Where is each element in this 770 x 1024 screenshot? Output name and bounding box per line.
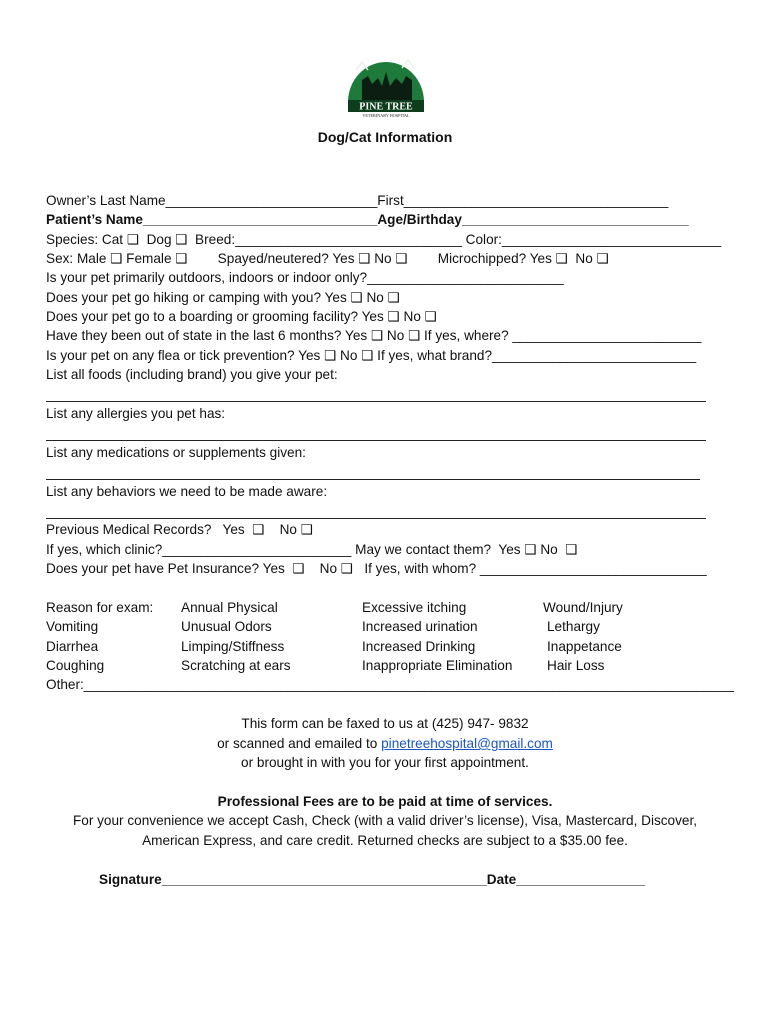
logo-subtext: VETERINARY HOSPITAL xyxy=(362,113,410,118)
reason-hair-loss[interactable]: Hair Loss xyxy=(547,658,605,673)
reason-limping[interactable]: Limping/Stiffness xyxy=(181,639,285,654)
reason-increased-urination[interactable]: Increased urination xyxy=(362,619,478,634)
allergies-blank-line[interactable] xyxy=(46,440,706,441)
foods-label: List all foods (including brand) you give your pet: xyxy=(46,367,338,382)
reason-coughing[interactable]: Coughing xyxy=(46,658,105,673)
reason-unusual-odors[interactable]: Unusual Odors xyxy=(181,619,272,634)
reason-increased-drinking[interactable]: Increased Drinking xyxy=(362,639,476,654)
pine-tree-logo xyxy=(342,50,430,118)
fees-line-1: For your convenience we accept Cash, Check (with a valid driver’s license), Visa, Mastercard, Discover, xyxy=(72,813,698,828)
behaviors-label: List any behaviors we need to be made aware: xyxy=(46,484,328,499)
email-prefix: or scanned and emailed to xyxy=(217,736,382,751)
reason-label: Reason for exam: xyxy=(46,600,154,615)
form-title: Dog/Cat Information xyxy=(317,129,453,145)
reason-annual-physical[interactable]: Annual Physical xyxy=(181,600,278,615)
foods-blank-line[interactable] xyxy=(46,401,706,402)
owner-last-name-line[interactable]: Owner’s Last Name____________________________First___________________________________ xyxy=(46,193,669,208)
brought-text: or brought in with you for your first appointment. xyxy=(241,755,529,770)
patient-name-line[interactable]: Patient’s Name_______________________________Age/Birthday______________________________ xyxy=(46,212,689,227)
allergies-label: List any allergies you pet has: xyxy=(46,406,226,421)
logo-text: PINE TREE xyxy=(359,101,413,113)
boarding-line[interactable]: Does your pet go to a boarding or grooming facility? Yes ❑ No ❑ xyxy=(46,309,437,324)
insurance-line[interactable]: Does your pet have Pet Insurance? Yes ❑ No ❑ If yes, with whom? ______________________________ xyxy=(46,561,707,576)
reason-inappetance[interactable]: Inappetance xyxy=(547,639,622,654)
out-of-state-line[interactable]: Have they been out of state in the last 6 months? Yes ❑ No ❑ If yes, where? _________________________ xyxy=(46,328,702,343)
sex-line[interactable]: Sex: Male ❑ Female ❑ Spayed/neutered? Yes ❑ No ❑ Microchipped? Yes ❑ No ❑ xyxy=(46,251,609,266)
medical-records-line[interactable]: Previous Medical Records? Yes ❑ No ❑ xyxy=(46,522,313,537)
medications-blank-line[interactable] xyxy=(46,479,700,480)
medications-label: List any medications or supplements given: xyxy=(46,445,306,460)
fax-text: This form can be faxed to us at (425) 947- 9832 xyxy=(241,716,529,731)
outdoors-line[interactable]: Is your pet primarily outdoors, indoors or indoor only?__________________________ xyxy=(46,270,564,285)
reason-excessive-itching[interactable]: Excessive itching xyxy=(362,600,467,615)
reason-diarrhea[interactable]: Diarrhea xyxy=(46,639,99,654)
species-line[interactable]: Species: Cat ❑ Dog ❑ Breed:______________________________ Color:_____________________________ xyxy=(46,232,722,247)
email-text xyxy=(0,735,770,753)
clinic-line[interactable]: If yes, which clinic?_________________________ May we contact them? Yes ❑ No ❑ xyxy=(46,542,578,557)
flea-prevention-line[interactable]: Is your pet on any flea or tick prevention? Yes ❑ No ❑ If yes, what brand?___________________________ xyxy=(46,348,697,363)
signature-line[interactable]: Signature___________________________________________Date_________________ xyxy=(99,872,645,887)
email-link[interactable]: pinetreehospital@gmail.com xyxy=(381,736,553,751)
fees-heading: Professional Fees are to be paid at time of services. xyxy=(217,794,553,809)
reason-vomiting[interactable]: Vomiting xyxy=(46,619,99,634)
other-line[interactable]: Other:______________________________________________________________________________________ xyxy=(46,677,734,692)
fees-line-2: American Express, and care credit. Returned checks are subject to a $35.00 fee. xyxy=(142,833,628,848)
reason-inappropriate-elimination[interactable]: Inappropriate Elimination xyxy=(362,658,513,673)
behaviors-blank-line[interactable] xyxy=(46,518,706,519)
reason-wound-injury[interactable]: Wound/Injury xyxy=(543,600,623,615)
hiking-line[interactable]: Does your pet go hiking or camping with you? Yes ❑ No ❑ xyxy=(46,290,400,305)
reason-lethargy[interactable]: Lethargy xyxy=(547,619,600,634)
reason-scratching-ears[interactable]: Scratching at ears xyxy=(181,658,291,673)
